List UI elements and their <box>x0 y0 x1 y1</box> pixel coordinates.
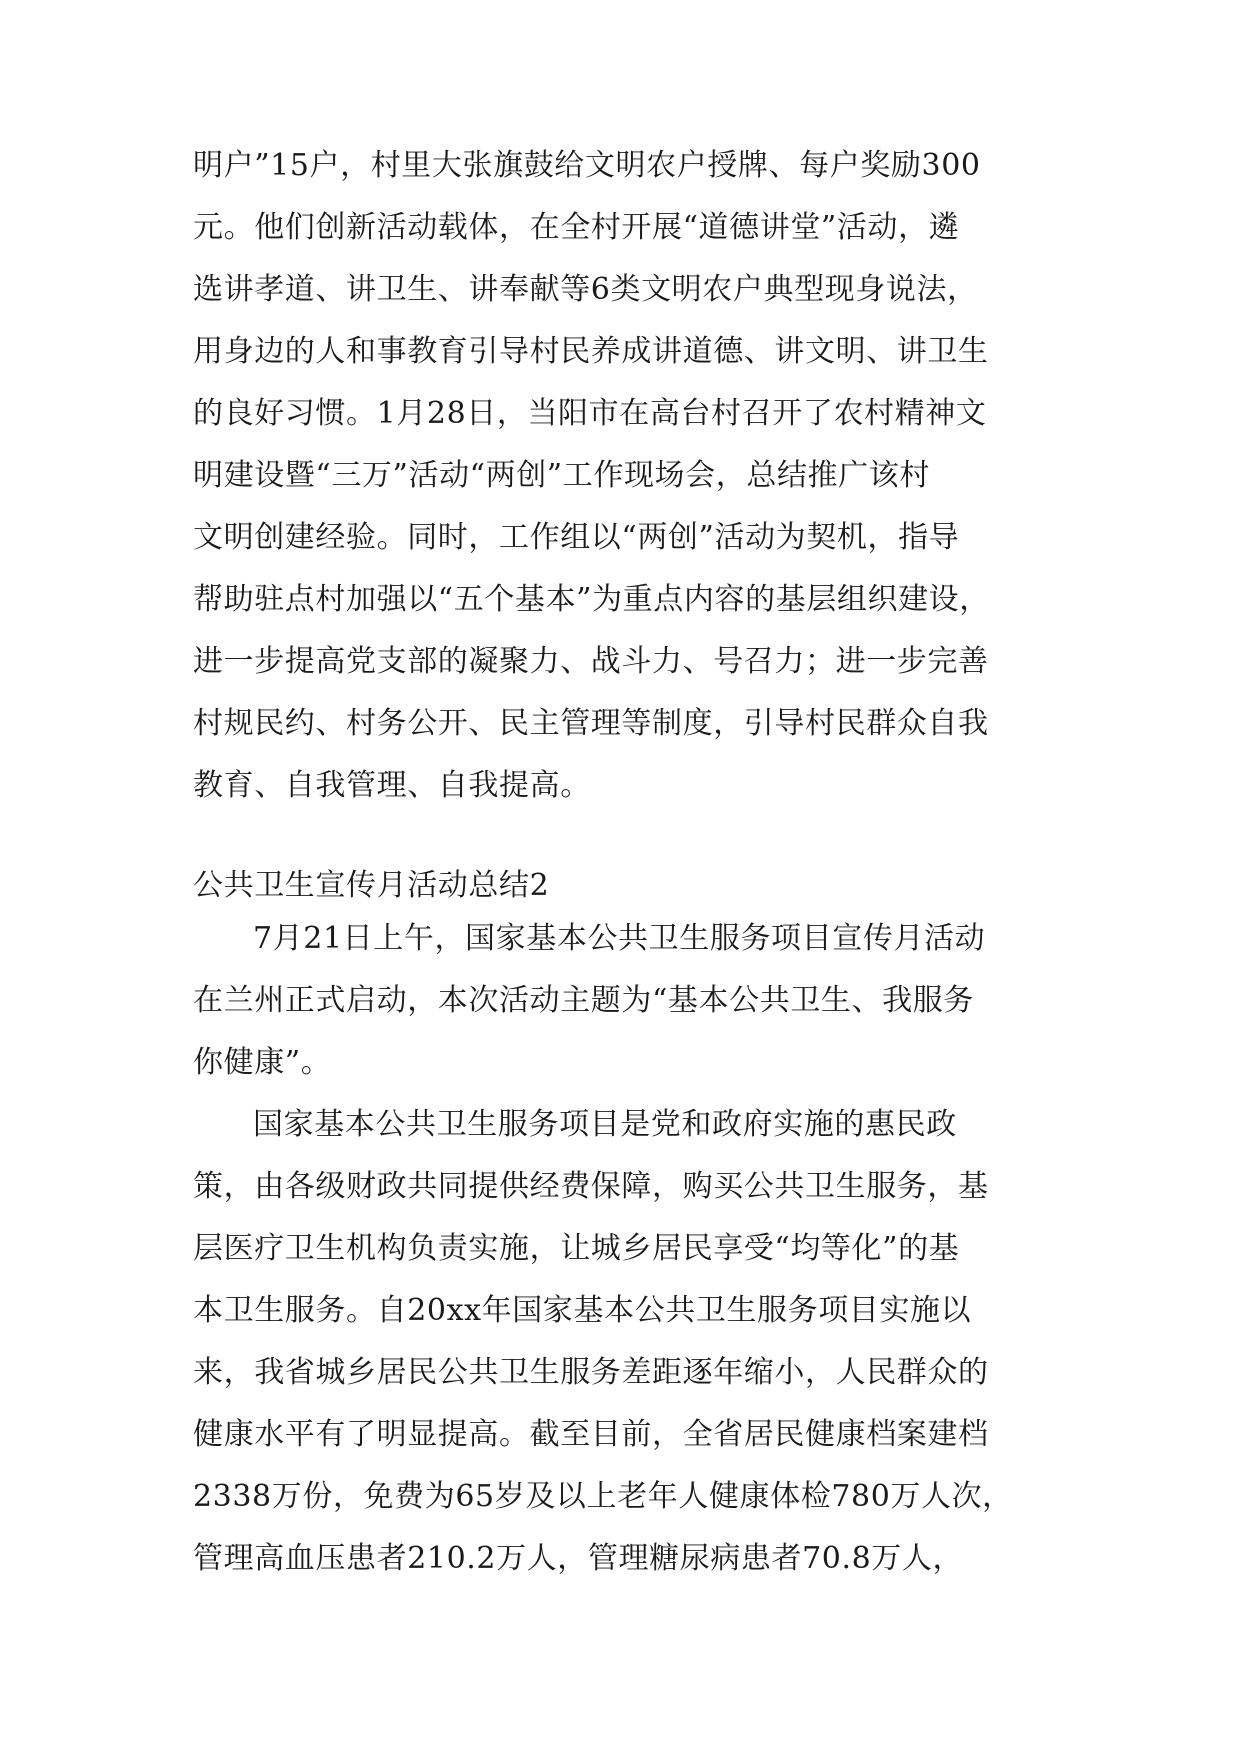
text-line: 在兰州正式启动，本次活动主题为“基本公共卫生、我服务 <box>193 983 974 1018</box>
paragraph-1 <box>193 908 1063 1094</box>
text-line: 层医疗卫生机构负责实施，让城乡居民享受“均等化”的基 <box>193 1231 960 1266</box>
text-line: 的良好习惯。1月28日，当阳市在高台村召开了农村精神文 <box>193 396 987 431</box>
text-line: 健康水平有了明显提高。截至目前，全省居民健康档案建档 <box>193 1417 989 1452</box>
text-line: 2338万份，免费为65岁及以上老年人健康体检780万人次， <box>193 1479 1013 1514</box>
text-line: 策，由各级财政共同提供经费保障，购买公共卫生服务，基 <box>193 1169 989 1204</box>
section-title-block <box>193 857 1063 915</box>
text-line: 管理高血压患者210.2万人，管理糖尿病患者70.8万人， <box>193 1541 964 1576</box>
text-line: 本卫生服务。自20xx年国家基本公共卫生服务项目实施以 <box>193 1293 972 1328</box>
section-title: 公共卫生宣传月活动总结2 <box>193 868 550 903</box>
text-line: 选讲孝道、讲卫生、讲奉献等6类文明农户典型现身说法， <box>193 272 978 307</box>
text-line: 教育、自我管理、自我提高。 <box>193 768 591 803</box>
continuation-paragraph <box>193 135 1063 817</box>
text-line: 国家基本公共卫生服务项目是党和政府实施的惠民政 <box>253 1107 957 1142</box>
paragraph-2 <box>193 1094 1063 1590</box>
text-line: 进一步提高党支部的凝聚力、战斗力、号召力；进一步完善 <box>193 644 989 679</box>
text-line: 帮助驻点村加强以“五个基本”为重点内容的基层组织建设， <box>193 582 990 617</box>
text-line: 文明创建经验。同时，工作组以“两创”活动为契机，指导 <box>193 520 960 555</box>
text-line: 元。他们创新活动载体，在全村开展“道德讲堂”活动，遴 <box>193 210 960 245</box>
text-line: 7月21日上午，国家基本公共卫生服务项目宣传月活动 <box>253 921 986 956</box>
text-line: 来，我省城乡居民公共卫生服务差距逐年缩小，人民群众的 <box>193 1355 989 1390</box>
text-line: 明建设暨“三万”活动“两创”工作现场会，总结推广该村 <box>193 458 930 493</box>
text-line: 村规民约、村务公开、民主管理等制度，引导村民群众自我 <box>193 706 989 741</box>
text-line: 明户”15户，村里大张旗鼓给文明农户授牌、每户奖励300 <box>193 148 981 183</box>
text-line: 用身边的人和事教育引导村民养成讲道德、讲文明、讲卫生 <box>193 334 989 369</box>
text-line: 你健康”。 <box>193 1045 332 1080</box>
